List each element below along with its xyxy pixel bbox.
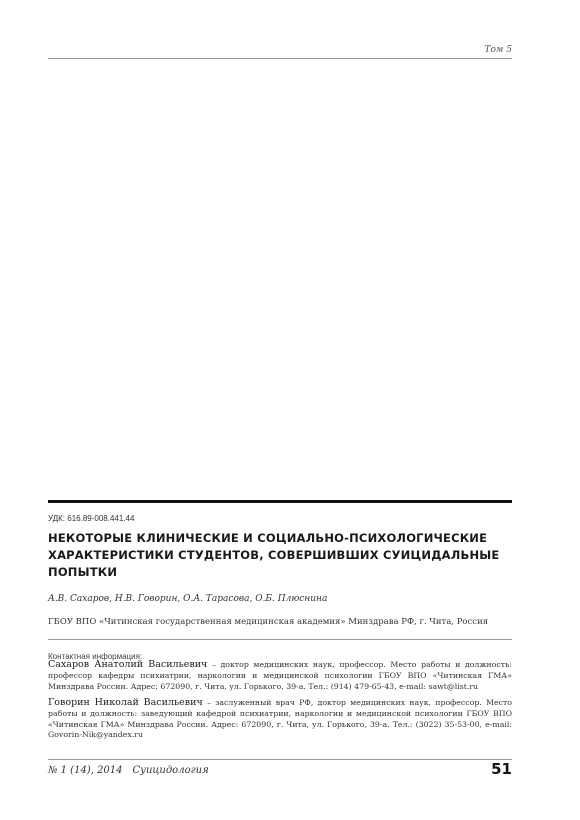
contacts-divider [48,639,512,640]
volume-label: Том 5 [484,45,512,55]
header-divider [48,58,512,59]
page-number: 51 [491,760,512,778]
article-affiliation: ГБОУ ВПО «Читинская государственная медицинская академия» Минздрава РФ, г. Чита, Россия [48,617,489,627]
contact-name: Сахаров Анатолий Васильевич [48,659,208,670]
contact-name: Говорин Николай Васильевич [48,697,203,708]
footer-divider [48,759,512,760]
contact-entry [48,698,512,741]
contacts-label: Контактная информация: [48,652,143,661]
issue-info: № 1 (14), 2014 [48,765,123,776]
contact-details: – заслуженный врач РФ, доктор медицинских наук, профессор. Место работы и должность: заведующий кафедрой психиатрии, наркологии и медицинской психологии ГБОУ ВПО «Читинская ГМА» Минздрава России. Адрес: 672090, г. Чита, ул. Горького, 39-а. Тел.: (3022) 35-53-00, e-mail: Govorin-Nik@yandex.ru [48,698,512,740]
article-top-divider [48,500,512,503]
footer-journal-info [48,765,209,776]
contact-details: – доктор медицинских наук, профессор. Место работы и должность: профессор кафедры психиатрии, наркологии и медицинской психологии ГБОУ ВПО «Читинская ГМА» Минздрава России. Адрес: 672090, г. Чита, ул. Горького, 39-а. Тел.: (914) 479-65-43, e-mail: sawt@list.ru [48,660,512,691]
contact-entry [48,660,512,692]
article-title: НЕКОТОРЫЕ КЛИНИЧЕСКИЕ И СОЦИАЛЬНО-ПСИХОЛОГИЧЕСКИЕ ХАРАКТЕРИСТИКИ СТУДЕНТОВ, СОВЕРШИВШИХ СУИЦИДАЛЬНЫЕ ПОПЫТКИ [48,531,500,579]
article-authors: А.В. Сахаров, Н.В. Говорин, О.А. Тарасова, О.Б. Плюснина [48,594,328,604]
journal-name: Суицидология [132,765,209,776]
udk-code: УДК: 616.89-008.441.44 [48,514,135,523]
